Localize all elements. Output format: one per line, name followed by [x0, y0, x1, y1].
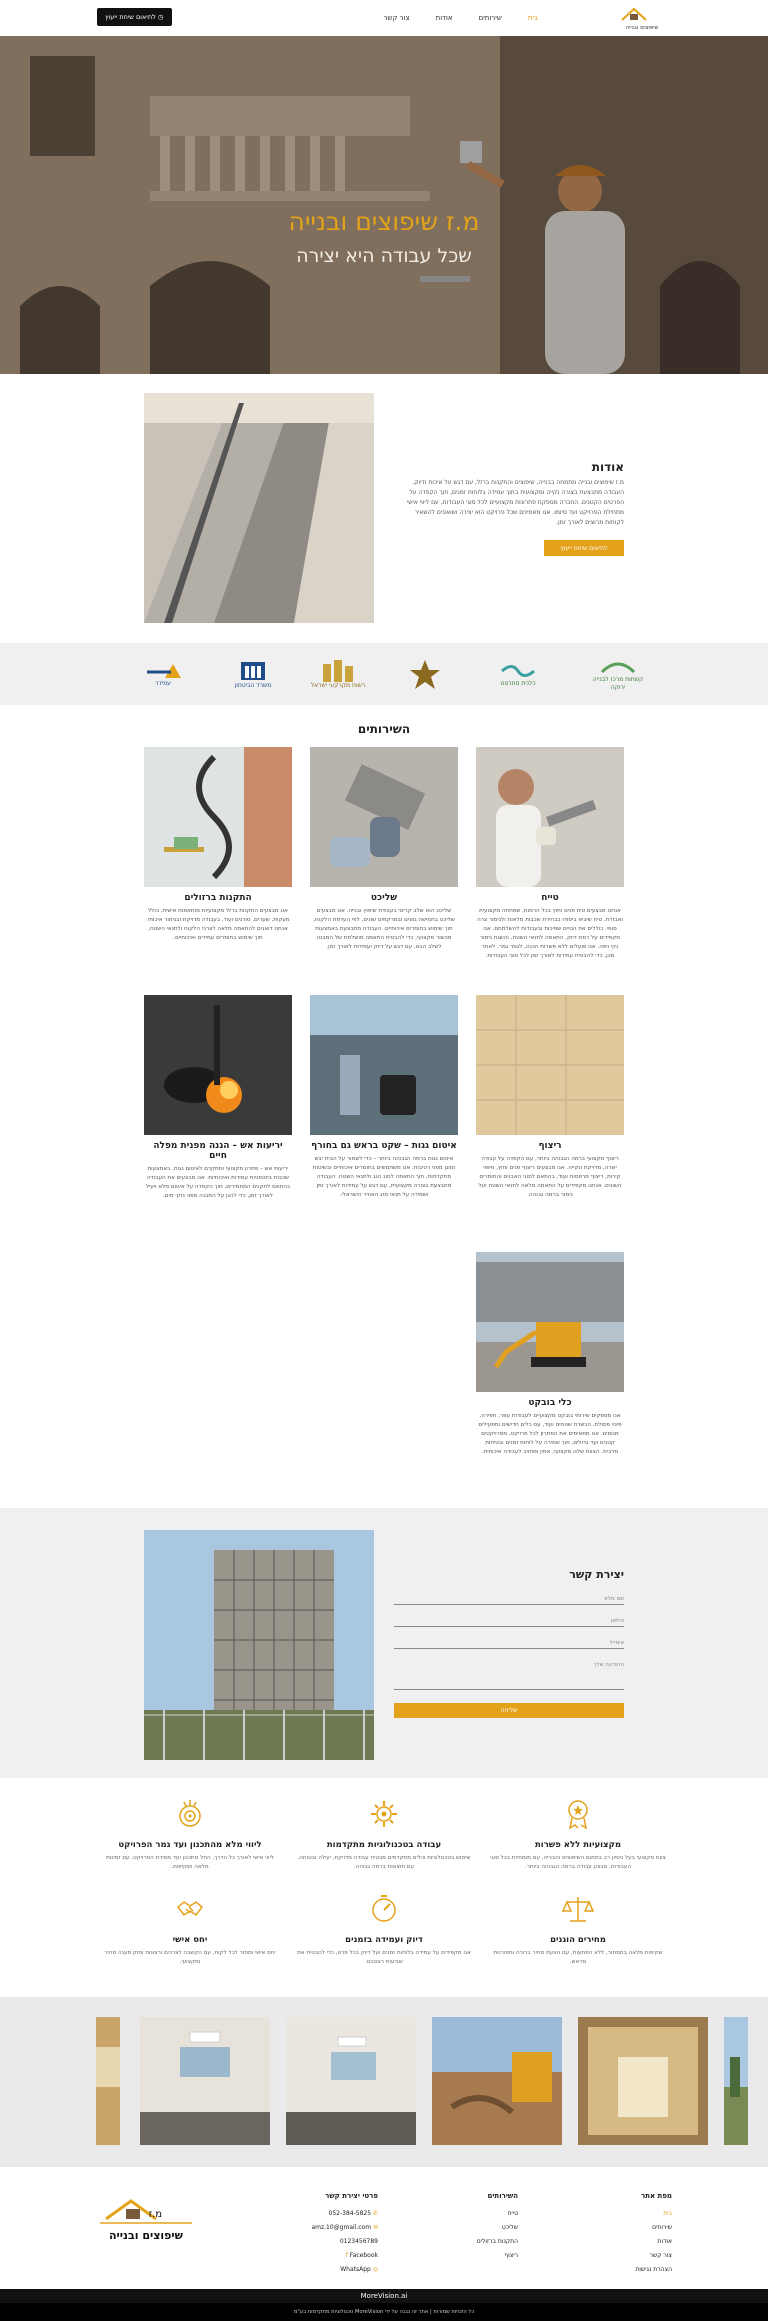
idf-emblem-icon: [408, 658, 442, 692]
clients-logos-strip: [0, 643, 768, 705]
feature-personal-care: יחס אישי יחס אישי ומסור לכל לקוח, עם הקשבה לצרכים ורצונות ומתן מענה מהיר ומקצועי.: [100, 1893, 280, 1966]
footer-service-link[interactable]: שליכט: [501, 2224, 518, 2231]
nav-home[interactable]: בית: [527, 14, 538, 22]
footer-link-contact[interactable]: צור קשר: [649, 2252, 672, 2259]
phone-icon: ✆: [371, 2210, 378, 2217]
service-image: [310, 995, 458, 1135]
footer-service-link[interactable]: טייח: [507, 2210, 518, 2217]
phone-field[interactable]: טלפון: [394, 1618, 624, 1627]
footer-link-accessibility[interactable]: הצהרת נגישות: [635, 2266, 672, 2273]
service-card-fire-membranes: יריעות אש – הגנה מפנית מפלה חיים יריעות אש – פתרון מקצועי ומתקדם לאיטום גגות, באמצעות שכבות ביטומניות עמידות ואיכותיות. אנו מבצעים את העבודה בהתאם לתקנים המחמירים, תוך הקפדה על איטום מלא ויעיל לאורך זמן, כדי להגן על המבנה מפני נזקי מים.: [144, 995, 292, 1201]
client-logo: רשות מקרקעי ישראל: [308, 657, 368, 693]
service-card-iron: התקנות ברזולים אנו מבצעים התקנות ברזל מקצועיות מותאמות אישית, כולל מעקות, שערים, סורגים ועוד, בעבודה מדויקת ובגימור איכותי. אנחנו דואגים להתאמה מלאה לצרכי הלקוח ולתנאי השטח, תוך שימוש בחומרים עמידים ואיכותיים.: [144, 747, 292, 943]
service-image: [144, 747, 292, 887]
land-authority-logo-icon: [321, 660, 355, 682]
nav-about[interactable]: אודות: [435, 14, 453, 22]
service-image: [476, 995, 624, 1135]
footer-link-services[interactable]: שירותים: [652, 2224, 672, 2231]
hero-title: מ.ז שיפוצים ובנייה: [288, 207, 480, 236]
feature-precision: דיוק ועמידה בזמנים אנו מקפידים על עמידה בלוחות זמנים ועל דיוק בכל פרט, כדי להבטיח את שביעות רצונכם.: [294, 1893, 474, 1966]
service-image: [310, 747, 458, 887]
service-image: [144, 995, 292, 1135]
whatsapp-icon: ◎: [370, 2266, 378, 2273]
footer-sitemap: מפת אתר בית שירותים אודות צור קשר הצהרת נגישות: [592, 2189, 672, 2277]
footer-email[interactable]: amz.10@gmail.com 0123456789: [311, 2224, 378, 2245]
kalanit-logo-icon: [498, 662, 538, 680]
gallery-image[interactable]: [286, 2017, 416, 2145]
powered-by-bar[interactable]: MoreVision.ai: [0, 2289, 768, 2303]
footer-facebook[interactable]: Facebook: [349, 2252, 378, 2259]
footer-contact: פרטי יצירת קשר ✆ 052-384-5825 ✉ amz.10@gmail.com 0123456789 f Facebook ◎ WhatsApp: [311, 2192, 378, 2273]
header-consult-button[interactable]: ◷ לתיאום שיחת ייעוץ: [97, 8, 172, 26]
send-button[interactable]: שליחה: [394, 1703, 624, 1718]
feature-full-support: ליווי מלא מהתכנון ועד גמר הפרויקט ליווי אישי לאורך כל הדרך, החל מתכנון ועד מסירת הפרויקט, עם זמינות מלאה ושקיפות.: [100, 1798, 280, 1871]
feature-professionalism: מקצועיות ללא פשרות צוות מקצועי בעל ניסיון רב בתחום השיפוצים והבנייה, עם מומחיות בכל סוגי העבודות, מבצע עבודה ברמה הגבוהה ביותר.: [488, 1798, 668, 1871]
contact-title: יצירת קשר: [569, 1568, 624, 1581]
footer-services: השירותים טייח שליכט התקנות ברזולים ריצוף: [428, 2189, 518, 2263]
gear-icon: [368, 1798, 400, 1830]
service-card-plaster: טייח אנחנו מבצעים טיח פנים וחוץ בכל הרמות, שפחתה מקצועית ואבזרת. טיח שיביא ביסודו בבחירת שכבות מלאות ולגימור צרה סופי. כוללים את הטיים שפיכות ובעבודות להשלמתם. אנו מקפידים על רמת דיוק, התאמה לתנאי השטח, והשגת גימור נקי ויפה. אנו פועלים ללא פשרות הכנה, לגמר גמר, לאחר מכן, כדי להבטיח עמידות לאורך זמן לכל סוגי העבודות.: [476, 747, 624, 961]
medal-icon: [562, 1798, 594, 1830]
handshake-icon: [174, 1893, 206, 1925]
gallery-image[interactable]: [724, 2017, 748, 2145]
services-title: השירותים: [357, 722, 411, 736]
hero-section: [0, 36, 768, 374]
gallery-image[interactable]: [432, 2017, 562, 2145]
about-consult-button[interactable]: לתיאום שיחת ייעוץ: [544, 540, 624, 556]
copyright-bar: כל הזכויות שמורות | אתר זה נבנה על ידי MoreVision טכנולוגיות מתקדמות בע"מ: [0, 2303, 768, 2321]
keshatot-logo-icon: [598, 658, 638, 676]
site-logo[interactable]: [612, 4, 672, 32]
service-card-bobcat: כלי בובקט אנו מספקים שירותי בובקט מקצועיים לעבודות עפר, חפירה, פינוי פסולת, הכשרת שטחים ועוד, עם כלים חדישים ומפעילים מנוסים. אנו מתאימים את הפתרון לכל פרויקט, מפרויקטים קטנים ועד גדולים, תוך שמירה על לוחות זמנים ובטיחות מרבית. הצוות שלנו מקצועי, אמין ומחויב לעבודה איכותית.: [476, 1252, 624, 1457]
about-text: מ.ז שיפוצים ובנייה מתמחה בבנייה, שיפוצים והתקנות ברזל, עם דגש על איכות ודיוק. העבודה מתבצעת בצורה נקייה ומקצועית בתוך עמידה בלוחות זמנים, תוך הקפדה על הפרטים הקטנים. החברה מספקת פתרונות מקצועיים לכל סוגי העבודות, עם ליווי אישי מתחילת הפרויקט ועד סיומו. אנו מאמינים שכל פרויקט הוא יצירה ושואפים להשאיר לקוחות מרוצים לאורך זמן.: [406, 479, 624, 526]
footer-logo[interactable]: [96, 2195, 196, 2247]
target-icon: [174, 1798, 206, 1830]
client-logo: [400, 657, 450, 693]
amidar-logo-icon: [143, 662, 183, 680]
footer-service-link[interactable]: התקנות ברזולים: [476, 2238, 518, 2245]
client-logo: עמידר: [128, 657, 198, 693]
client-logo: קשתות מרכז לבנייה ירוקה: [588, 657, 648, 693]
full-name-field[interactable]: שם מלא: [394, 1596, 624, 1605]
client-logo: משרד הביטחון: [218, 657, 288, 693]
facebook-icon: f: [345, 2252, 350, 2259]
svg-text:שיפוצים ובנייה: שיפוצים ובנייה: [625, 25, 659, 31]
footer-link-about[interactable]: אודות: [657, 2238, 672, 2245]
defense-ministry-logo-icon: [239, 660, 267, 682]
gallery-strip: [0, 1997, 768, 2167]
site-header: [0, 0, 768, 36]
hero-subtitle: שכל עבודה היא יצירה: [296, 245, 472, 267]
footer-whatsapp[interactable]: WhatsApp: [340, 2266, 371, 2273]
mail-icon: ✉: [371, 2224, 378, 2231]
gallery-image[interactable]: [96, 2017, 120, 2145]
footer-service-link[interactable]: ריצוף: [504, 2252, 518, 2259]
service-card-roof-sealing: איטום גגות – שקט בראש גם בחורף איטום גגות ברמה הגבוהה ביותר – כדי לשמור על הבית יבש ומוגן מפני רטיבות. אנו משתמשים בחומרים איכותיים ובשיטות מתקדמות, תוך התאמה לסוג הגג ולתנאי השטח. העבודה מתבצעת בצורה מקצועית, עם דגש על עמידות לאורך זמן ושמירה על תנאי מזג האוויר הישראלי.: [310, 995, 458, 1200]
service-card-shlicht: שליכט שליכט הוא שלב קריטי בעבודת שיפוץ ובנייה. אנו מבצעים שליכט בחמישה גוונים ובמרקמים שונים, לפי העדפת הלקוח, תוך שימוש בחומרים איכותיים. העבודה מתבצעת באמצעות מכשור מקצועי, כדי להבטיח התאמה מושלמת של המבנה לשלב הבא, עם דגש על דיוק ועמידות לאורך זמן.: [310, 747, 458, 952]
service-card-tiling: ריצוף ריצוף מקצועי ברמה הגבוהה ביותר, עם הקפדה על עבודה ישרה, מדויקת ונקייה. אנו מבצעים ריצוף פנים וחוץ, חיפוי קירות, ריצוף מרפסות ועוד, בהתאם לסוגי האבנים והחומרים השונים. אנחנו מקפידים על התאמה מלאה לתנאי השטח ועל גימור ברמה גבוהה.: [476, 995, 624, 1200]
contact-section: [0, 1508, 768, 1778]
main-nav: [384, 0, 538, 36]
client-logo: כלנית סחרטט: [488, 657, 548, 693]
footer-phone[interactable]: 052-384-5825: [328, 2210, 372, 2217]
scales-icon: [562, 1893, 594, 1925]
contact-image: [144, 1530, 374, 1760]
feature-fair-prices: מחירים הוגנים שקיפות מלאה בתמחור, ללא הפתעות, עם הצעת מחיר ברורה ומפורטת מראש.: [488, 1893, 668, 1966]
service-image: [476, 747, 624, 887]
gallery-image[interactable]: [578, 2017, 708, 2145]
nav-contact[interactable]: צור קשר: [383, 14, 410, 22]
site-footer: [0, 2167, 768, 2289]
hero-background-image: [0, 36, 768, 374]
message-field[interactable]: ההודעה שלך: [394, 1662, 624, 1690]
svg-text:שיפוצים ובנייה: שיפוצים ובנייה: [108, 2229, 184, 2242]
about-title: אודות: [591, 460, 624, 474]
chat-icon: ◷: [155, 13, 164, 21]
nav-services[interactable]: שירותים: [478, 14, 502, 22]
gallery-image[interactable]: [140, 2017, 270, 2145]
svg-text:מ.ז: מ.ז: [148, 2209, 162, 2220]
email-field[interactable]: אימייל: [394, 1640, 624, 1649]
feature-technology: עבודה בטכנולוגיות מתקדמות שימוש בטכנולוגיות וכלים מתקדמים מבטיח עבודה מדויקת, יעילה ובטוחה, עם תוצאות ברמה גבוהה.: [294, 1798, 474, 1871]
footer-link-home[interactable]: בית: [663, 2210, 672, 2217]
service-image: [476, 1252, 624, 1392]
timer-icon: [368, 1893, 400, 1925]
about-image: [144, 393, 374, 623]
